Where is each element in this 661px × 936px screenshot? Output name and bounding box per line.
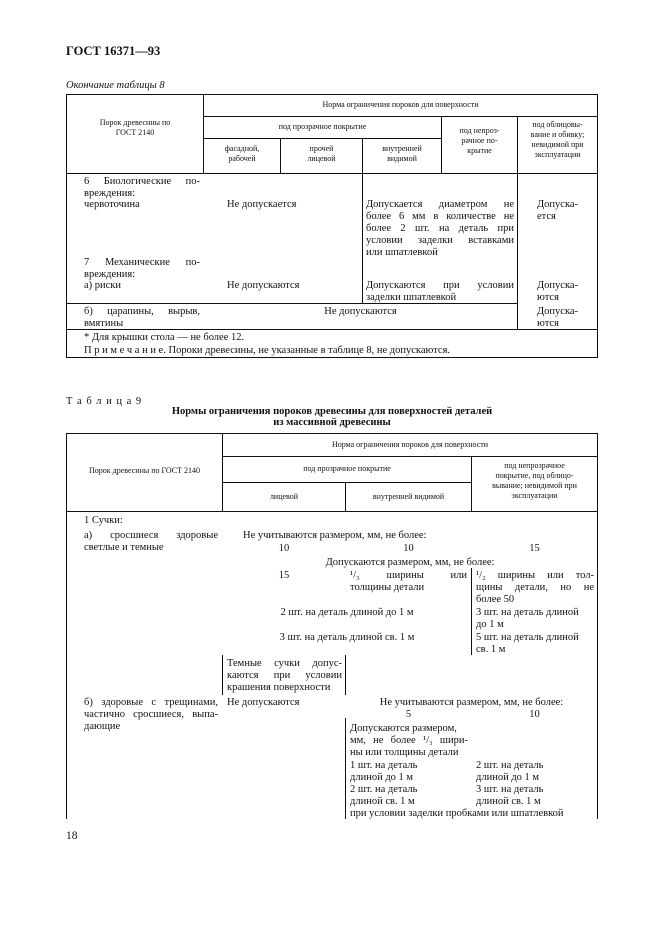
t9-a-opaque2-1: 5 шт. на деталь длиной (476, 632, 579, 643)
t9-opaque-3: вывание; невидимой при (492, 481, 577, 490)
t8-other-2: лицевой (307, 154, 336, 163)
t8-bio-allowed-1: Допускается диаметром не (366, 199, 514, 210)
t8-facing-3: невидимой при (531, 140, 584, 149)
t8-note-label: П р и м е ч а н и е. (84, 345, 166, 356)
t9-b-inner2-2: длиной св. 1 м (350, 796, 415, 807)
t9-b-opaque1-1: 2 шт. на деталь (476, 760, 544, 771)
t8-opaque-3: крытие (467, 146, 492, 155)
t9-inner-header: внутренней видимой (372, 492, 445, 501)
t8-bio-title-2: вреждения: (84, 188, 136, 199)
t8-bio-sub: червоточина (84, 199, 140, 210)
t8-mech-a-facing-1: Допуска- (537, 280, 579, 291)
page-number: 18 (66, 830, 78, 842)
t9-b-face: Не допускаются (227, 697, 300, 708)
t9-a-face-val: 15 (278, 570, 290, 581)
t9-b-opaque2-2: длиной св. 1 м (476, 796, 541, 807)
t9-a-val-opaque: 15 (529, 543, 540, 554)
t9-a-opaque1-1: 3 шт. на деталь длиной (476, 607, 579, 618)
t9-b-label-3: дающие (84, 721, 121, 732)
t8-facade-2: рабочей (228, 154, 256, 163)
t8-mech-a-facing-2: ются (537, 292, 559, 303)
t9-a-inner-frac-2: толщины детали (350, 582, 425, 593)
t8-facing-4: эксплуатации (534, 150, 581, 159)
t9-a-mid2: 3 шт. на деталь длиной св. 1 м (279, 632, 415, 643)
page-header: ГОСТ 16371—93 (66, 44, 161, 58)
t9-a-inner-frac-1: ¹/₃ ширины или (350, 570, 467, 581)
t9-knots: 1 Сучки: (84, 515, 123, 526)
t9-b-opaque1-2: длиной до 1 м (476, 772, 540, 783)
table9-title-1: Нормы ограничения пороков древесины для поверхностей деталей (171, 406, 493, 417)
t8-note-text: Пороки древесины, не указанные в таблице 8, не допускаются. (168, 345, 451, 356)
t9-opaque-4: эксплуатации (511, 491, 558, 500)
t8-bio-allowed-2: более 6 мм в количестве не (366, 211, 514, 222)
t9-b-label-1: б) здоровые с трещинами, (84, 697, 218, 708)
t9-defect-header: Порок древесины по ГОСТ 2140 (88, 466, 201, 475)
t8-note (84, 345, 450, 357)
t8-bio-allowed-5: или шпатлевкой (366, 247, 438, 258)
t9-b-opaque2-1: 3 шт. на деталь (476, 784, 544, 795)
t9-a-dark-2: каются при условии (227, 670, 342, 681)
t8-mech-a-allowed-1: Допускаются при условии (366, 280, 514, 291)
t8-mech-b-2: вмятины (84, 318, 124, 329)
t8-other-1: прочей (309, 144, 334, 153)
t8-mech-b-facing-2: ются (537, 318, 559, 329)
t9-a-opaque2-2: св. 1 м (476, 644, 506, 655)
t9-a-allowed: Допускаются размером, мм, не более: (325, 557, 495, 568)
t9-a-label-2: светлые и темные (84, 542, 164, 553)
t8-facing-2: вание и обивку; (530, 130, 585, 139)
t9-a-opaque1-2: до 1 м (476, 619, 504, 630)
t9-b-allowed-2: мм, не более ¹/₃ шири- (350, 735, 468, 746)
t8-opaque-1: под непроз- (459, 126, 500, 135)
t9-norm-header: Норма ограничения пороков для поверхности (331, 440, 489, 449)
t9-a-not-counted: Не учитываются размером, мм, не более: (243, 530, 427, 541)
t9-b-allowed-3: ны или толщины детали (350, 747, 459, 758)
t9-b-allowed-1: Допускаются размером, (350, 723, 457, 734)
t8-bio-allowed-4: условии заделки вставками (366, 235, 514, 246)
t9-a-dark-3: крашения поверхности (227, 682, 331, 693)
t8-inner-2: видимой (387, 154, 417, 163)
t8-bio-title-1: 6 Биологические по- (84, 176, 200, 187)
t9-a-val-inner: 10 (403, 543, 414, 554)
t9-a-label-1: а) сросшиеся здоровые (84, 530, 218, 541)
t8-bio-not-allowed: Не допускается (227, 199, 297, 210)
t9-a-val-face: 10 (278, 543, 290, 554)
t9-a-opaque-frac-1: ¹/₂ ширины или тол- (476, 570, 594, 581)
t8-facade-1: фасадной, (224, 144, 260, 153)
t8-mech-b-not-allowed: Не допускаются (324, 306, 397, 317)
t9-b-val-inner: 5 (405, 709, 412, 720)
t8-bio-facing-2: ется (537, 211, 556, 222)
t8-mech-title-1: 7 Механические по- (84, 257, 200, 268)
t9-a-dark-1: Темные сучки допус- (227, 658, 342, 669)
t9-a-opaque-frac-2: щины детали, но не (476, 582, 594, 593)
t9-a-opaque-frac-3: более 50 (476, 594, 515, 605)
t8-footnote: * Для крышки стола — не более 12. (84, 332, 245, 343)
t8-defect-header-2: ГОСТ 2140 (115, 128, 155, 137)
t9-b-not-counted: Не учитываются размером, мм, не более: (379, 697, 564, 708)
t8-mech-a-not-allowed: Не допускаются (227, 280, 300, 291)
t9-b-inner1-2: длиной до 1 м (350, 772, 414, 783)
table9-title-2: из массивной древесины (273, 417, 391, 428)
t9-b-val-opaque: 10 (529, 709, 540, 720)
t9-b-inner1-1: 1 шт. на деталь (350, 760, 418, 771)
t8-opaque-2: рачное по- (461, 136, 498, 145)
t9-face-header: лицевой (269, 492, 299, 501)
t9-b-cond: при условии заделки пробками или шпатлевкой (350, 808, 564, 819)
t9-a-mid1: 2 шт. на деталь длиной до 1 м (280, 607, 414, 618)
t8-bio-allowed-3: более 2 шт. на деталь при (366, 223, 514, 234)
t8-facing-1: под облицовы- (532, 120, 583, 129)
t8-bio-facing-1: Допуска- (537, 199, 579, 210)
t8-norm-header: Норма ограничения пороков для поверхности (322, 100, 479, 109)
t8-mech-b-facing-1: Допуска- (537, 306, 579, 317)
t8-mech-b-1: б) царапины, вырыв, (84, 306, 200, 317)
t8-mech-a-allowed-2: заделки шпатлевкой (366, 292, 457, 303)
table8-caption: Окончание таблицы 8 (66, 80, 165, 91)
t8-mech-title-2: вреждения: (84, 269, 136, 280)
t8-mech-a: а) риски (84, 280, 122, 291)
t8-transparent-header: под прозрачное покрытие (278, 122, 367, 131)
t8-inner-1: внутренней (382, 144, 422, 153)
t8-defect-header-1: Порок древесины по (99, 118, 171, 127)
t9-b-label-2: частично сросшиеся, выпа- (84, 709, 218, 720)
table9-label: Т а б л и ц а 9 (66, 396, 143, 407)
t9-b-inner2-1: 2 шт. на деталь (350, 784, 418, 795)
t9-opaque-1: под непрозрачное (504, 461, 565, 470)
t9-opaque-2: покрытие, под облицо- (495, 471, 574, 480)
t9-transparent-header: под прозрачное покрытие (303, 464, 391, 473)
